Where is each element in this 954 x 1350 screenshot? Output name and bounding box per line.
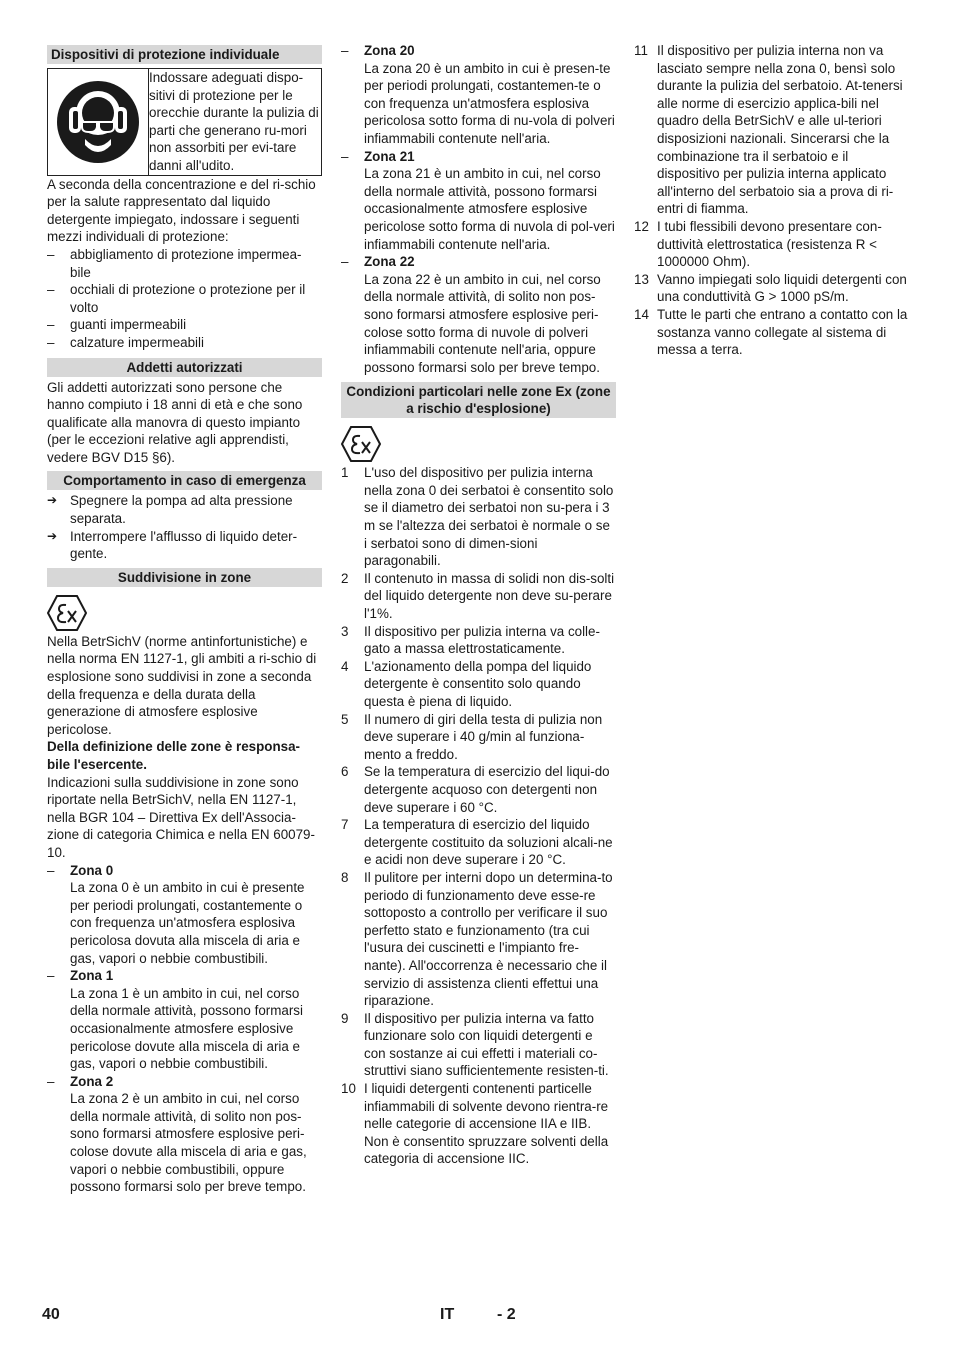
condition-item: 10 I liquidi detergenti contenenti particelle infiammabili di solvente devono rientra-re nelle categorie di accensione IIA e IIB. Non è consentito spruzzare solventi della categoria di accensione IIC.: [341, 1081, 609, 1167]
condition-item: 3 Il dispositivo per pulizia interna va colle-gato a massa elettrostaticamente.: [341, 623, 600, 657]
list-item: – occhiali di protezione o protezione per il volto: [47, 282, 306, 315]
condition-item: 7 La temperatura di esercizio del liquido detergente costituito da soluzioni alcali-ne e acidi non deve superare i 20 °C.: [341, 817, 613, 868]
emergency-heading: Comportamento in caso di emergenza: [47, 471, 322, 490]
zone-item: – Zona 2 La zona 2 è un ambito in cui, nel corso della normale attività, di solito non pos-sono formarsi atmosfere esplosive peri-colose dovute alla miscela di aria e gas, vapori o nebbie combustibili, oppure possono formarsi solo per breve tempo.: [47, 1073, 307, 1195]
column-2: [341, 42, 616, 1168]
column-3: [634, 42, 909, 359]
ppe-box-text: Indossare adeguati dispo-sitivi di protezione per le orecchie durante la pulizia di parti che generano ru-mori non assorbiti per evi-tare danni all'udito.: [149, 70, 319, 173]
section-number: - 2: [497, 1306, 516, 1323]
ppe-notice-box: [47, 68, 322, 176]
condition-item: 13 Vanno impiegati solo liquidi detergenti con una conduttività G > 1000 pS/m.: [634, 271, 907, 305]
ppe-heading: Dispositivi di protezione individuale: [47, 45, 322, 64]
staff-heading: Addetti autorizzati: [47, 358, 322, 377]
condition-item: 14 Tutte le parti che entrano a contatto con la sostanza vanno collegate al sistema di messa a terra.: [634, 306, 908, 358]
conditions-list-1: [341, 464, 616, 1168]
ear-eye-protection-icon: [48, 69, 149, 175]
ex-conditions-heading: Condizioni particolari nelle zone Ex (zone a rischio d'esplosione): [341, 382, 616, 418]
conditions-list-2: [634, 42, 909, 359]
ex-explosion-protection-icon: [341, 426, 616, 460]
condition-item: 6 Se la temperatura di esercizio del liqui-do detergente acquoso con detergenti non deve superare i 60 °C.: [341, 764, 610, 815]
list-item: ➔ Interrompere l'afflusso di liquido deter-gente.: [47, 528, 298, 562]
page-number: 40: [42, 1306, 60, 1323]
arrow-right-icon: ➔: [47, 528, 58, 543]
list-item: – abbigliamento di protezione impermea-bile: [47, 246, 302, 280]
list-item: ➔ Spegnere la pompa ad alta pressione separata.: [47, 493, 293, 527]
zone-item: – Zona 20 La zona 20 è un ambito in cui è presen-te per periodi prolungati, costantemen-te o con frequenza un'atmosfera esplosiva pericolosa sotto forma di nu-vola di polveri infiammabili contenute nell'aria.: [341, 43, 615, 146]
ppe-intro: A seconda della concentrazione e del ri-schio per la salute rappresentato dal liquido detergente impiegato, indossare i seguenti mezzi individuali di protezione:: [47, 176, 316, 245]
zones-text-2: Indicazioni sulla suddivisione in zone sono riportate nella BetrSichV, nella EN 1127-1, nella BGR 104 – Direttiva Ex dell'Associa-zione di categoria Chimica e nella EN 60079-10.: [47, 774, 315, 860]
zone-item: – Zona 21 La zona 21 è un ambito in cui, nel corso della normale attività, possono formarsi occasionalmente atmosfere esplosive pericolose sotto forma di nuvola di pol-veri infiammabili contenute nell'aria.: [341, 148, 615, 252]
zones-responsibility: Della definizione delle zone è responsa-bile l'esercente.: [47, 739, 300, 772]
zone-item: – Zona 1 La zona 1 è un ambito in cui, nel corso della normale attività, possono formarsi occasionalmente atmosfere esplosive pericolose dovute alla miscela di aria e gas, vapori o nebbie combustibili.: [47, 968, 303, 1072]
condition-item: 5 Il numero di giri della testa di pulizia non deve superare i 40 g/min al funziona-mento a freddo.: [341, 711, 603, 762]
condition-item: 8 Il pulitore per interni dopo un determina-to periodo di funzionamento deve esse-re sottoposto a controllo per verificare il suo perfetto stato e funzionamento (tra cui l'usura dei cuscinetti e l'impianto fre-nante). All'occorrenza è necessario che il servizio di assistenza clienti effettui una riparazione.: [341, 869, 613, 1009]
language-code: IT: [440, 1306, 455, 1323]
condition-item: 9 Il dispositivo per pulizia interna va fatto funzionare solo con liquidi detergenti e con sostanze ai cui effetti i materiali co-struttivi siano sufficientemente resisten-ti.: [341, 1010, 609, 1079]
list-item: – guanti impermeabili: [47, 317, 187, 333]
condition-item: 12 I tubi flessibili devono presentare con-duttività elettrostatica (resistenza R < 1000000 Ohm).: [634, 218, 882, 270]
zone-item: – Zona 0 La zona 0 è un ambito in cui è presente per periodi prolungati, costantemente o con frequenza un'atmosfera esplosiva pericolosa dovuta alla miscela di aria e gas, vapori o nebbie combustibili.: [47, 862, 305, 966]
zone-item: – Zona 22 La zona 22 è un ambito in cui, nel corso della normale attività, di solito non pos-sono formarsi atmosfere esplosive peri-colose sotto forma di nuvole di polveri infiammabili contenute nell'aria, oppure possono formarsi solo per breve tempo.: [341, 254, 601, 375]
staff-text: Gli addetti autorizzati sono persone che hanno compiuto i 18 anni di età e che sono qualificate alla manovra di questo impianto (per le eccezioni relative agli apprendisti, vedere BGV D15 §6).: [47, 379, 303, 465]
zones-heading: Suddivisione in zone: [47, 568, 322, 587]
condition-item: 11 Il dispositivo per pulizia interna non va lasciato sempre nella zona 0, bensì solo durante la pulizia del serbatoio. At-tenersi alle norme di esercizio applica-bili nel quadro della BetrSichV e alle ul-teriori disposizioni nazionali. Sincerarsi che la combinazione tra il serbatoio e il dispositivo per pulizia interna applicato all'interno del serbatoio sia a prova di ri-entri di fiamma.: [634, 43, 903, 217]
zones-text-1: Nella BetrSichV (norme antinfortunistiche) e nella norma EN 1127-1, gli ambiti a ri-schio di esplosione sono suddivisi in zone a seconda della frequenza e della durata della generazione di atmosfere esplosive pericolose.: [47, 633, 317, 737]
condition-item: 1 L'uso del dispositivo per pulizia interna nella zona 0 dei serbatoi è consentito solo se il diametro dei serbatoi non su-pera i 3 m se l'altezza dei serbatoi è normale o se i serbatoi sono di dimen-sioni paragonabili.: [341, 465, 614, 569]
list-item: – calzature impermeabili: [47, 334, 204, 350]
arrow-right-icon: ➔: [47, 493, 58, 508]
ex-explosion-protection-icon: [47, 595, 322, 629]
column-1: [47, 42, 322, 1196]
condition-item: 4 L'azionamento della pompa del liquido detergente è consentito solo quando questa è piena di liquido.: [341, 658, 592, 709]
condition-item: 2 Il contenuto in massa di solidi non dis-solti del liquido detergente non deve su-perare l'1%.: [341, 570, 615, 622]
